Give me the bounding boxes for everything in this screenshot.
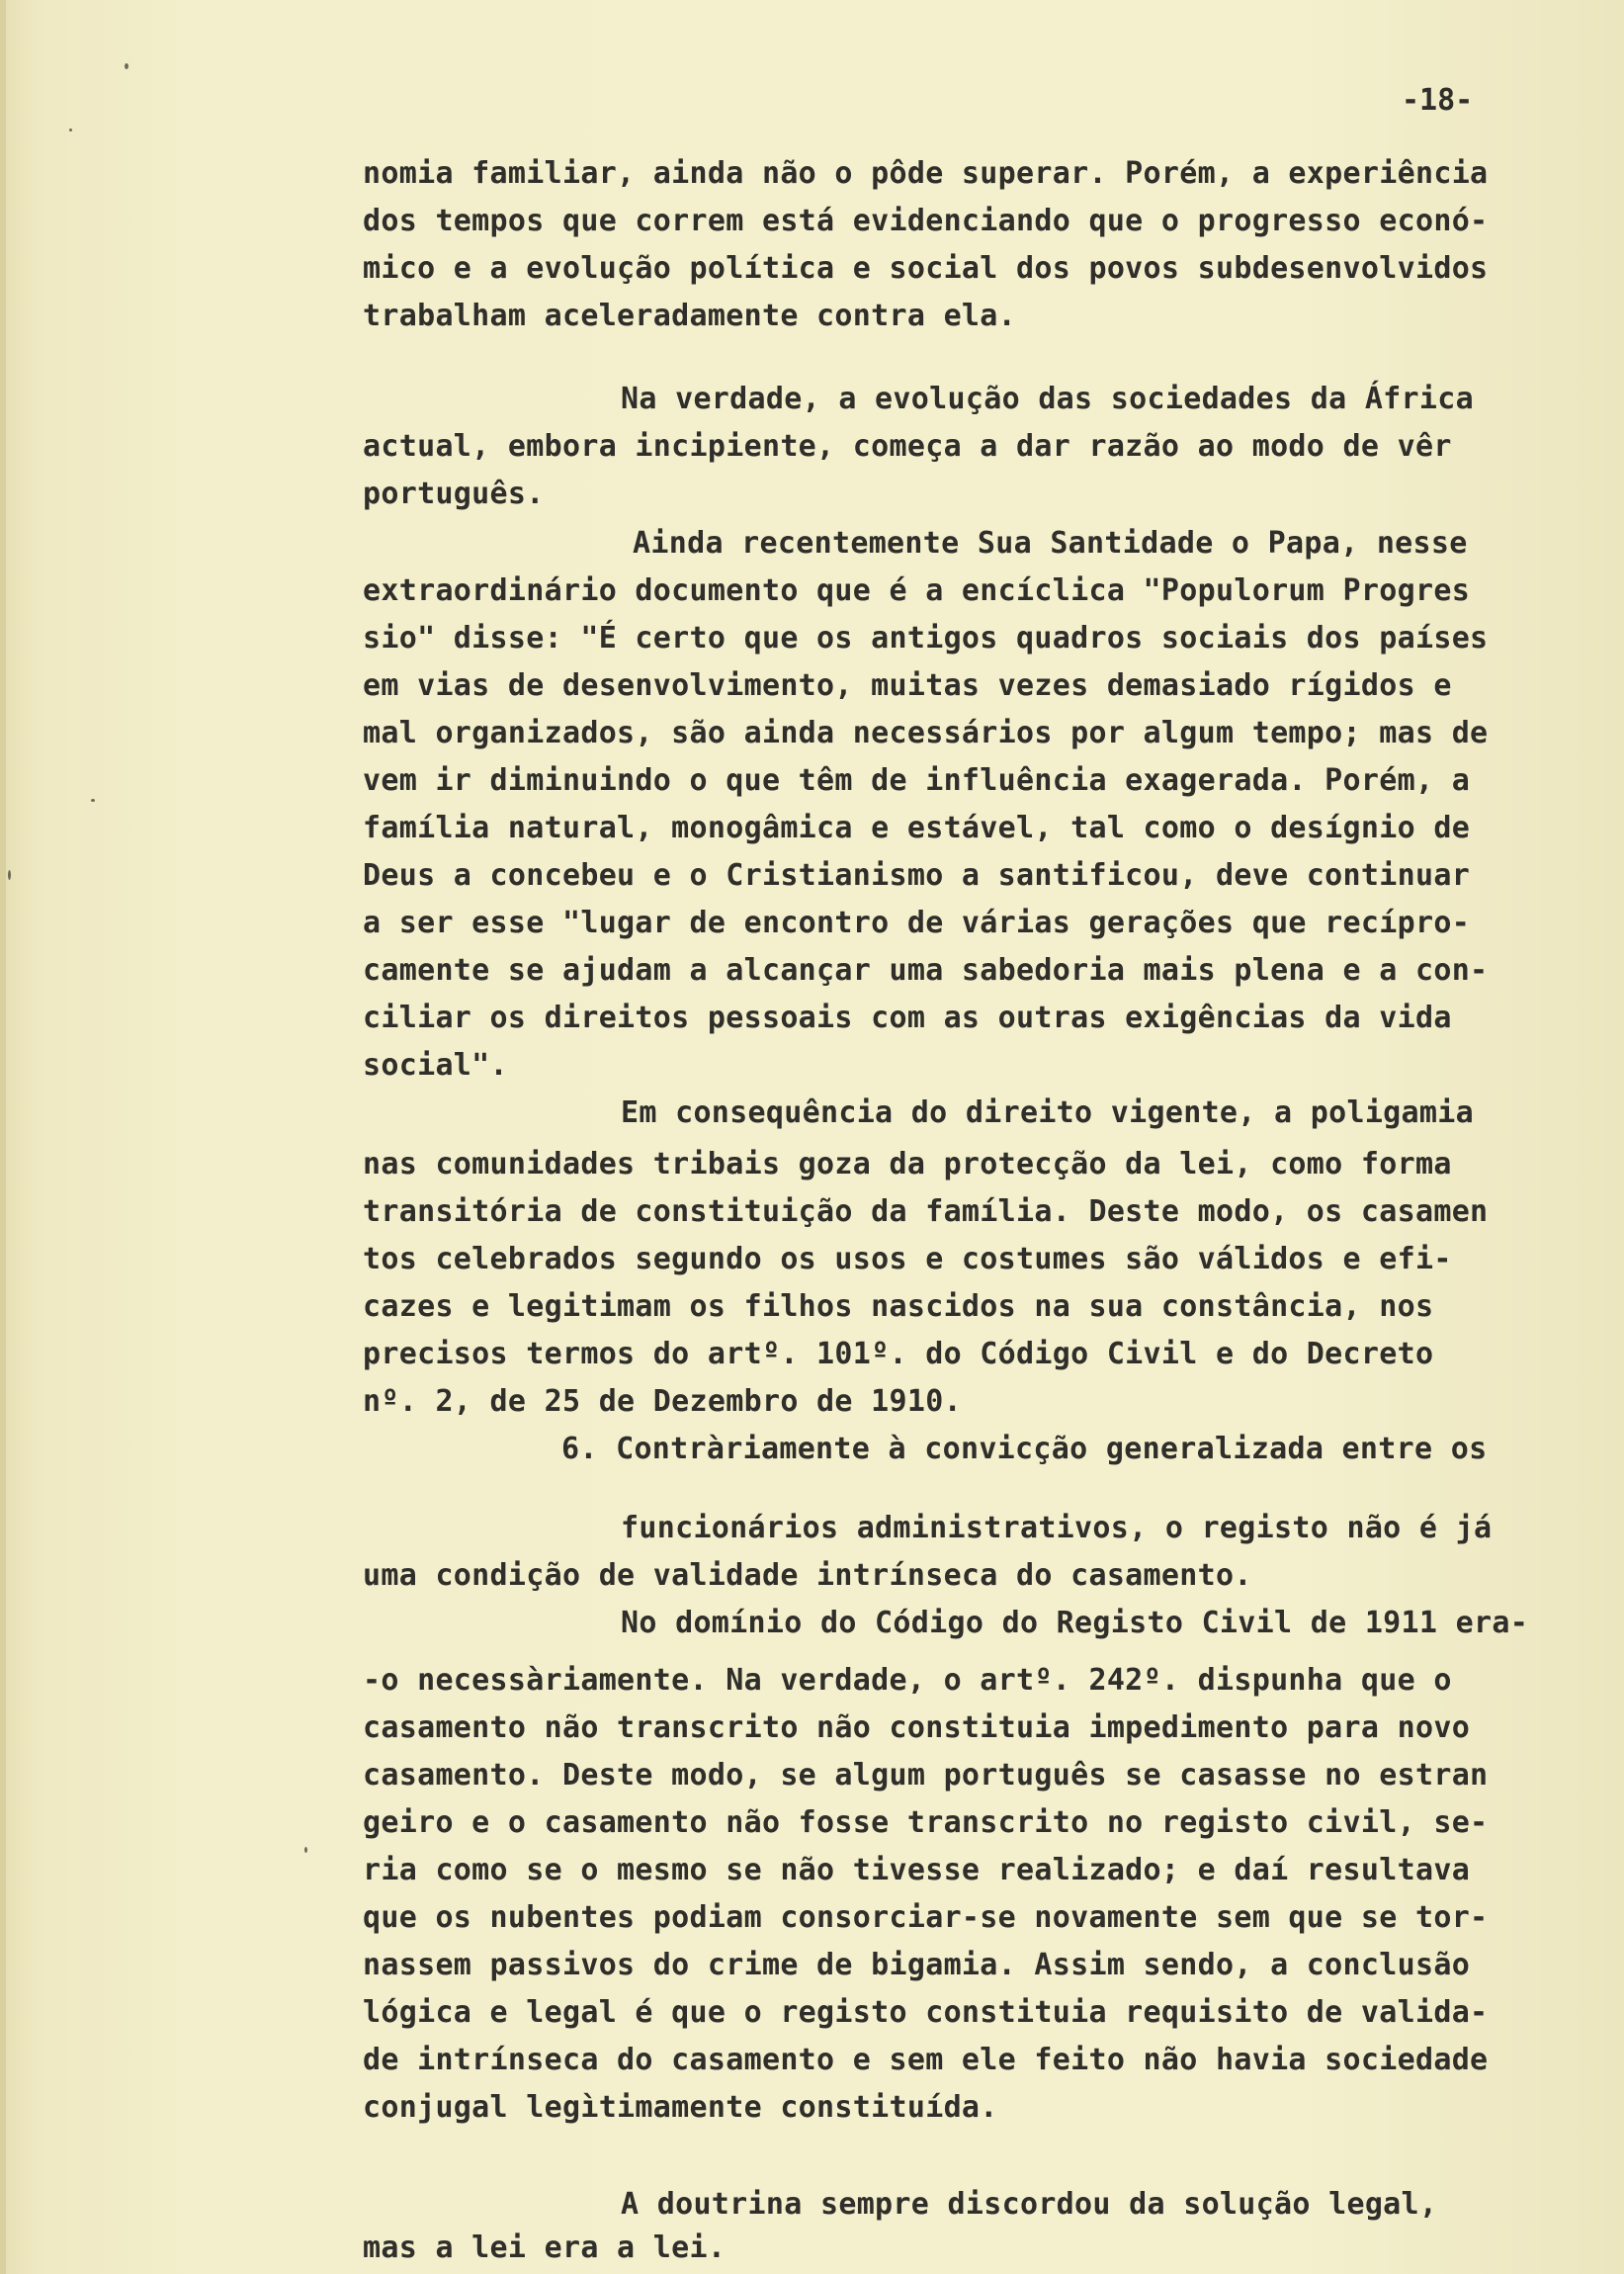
page-edge xyxy=(0,0,6,2274)
text-line: extraordinário documento que é a encíclica "Populorum Progres xyxy=(363,573,1471,608)
text-line: 6. Contràriamente à convicção generalizada entre os xyxy=(561,1432,1488,1466)
text-line: mal organizados, são ainda necessários por algum tempo; mas de xyxy=(363,716,1489,750)
text-line: No domínio do Código do Registo Civil de 1911 era- xyxy=(621,1606,1529,1640)
text-line: nomia familiar, ainda não o pôde superar. Porém, a experiência xyxy=(363,156,1489,191)
text-line: Em consequência do direito vigente, a poligamia xyxy=(621,1095,1474,1130)
text-line: actual, embora incipiente, começa a dar razão ao modo de vêr xyxy=(363,429,1452,464)
text-line: ria como se o mesmo se não tivesse realizado; e daí resultava xyxy=(363,1853,1471,1887)
text-line: Ainda recentemente Sua Santidade o Papa, nesse xyxy=(633,526,1468,561)
text-line: casamento. Deste modo, se algum português se casasse no estran xyxy=(363,1758,1489,1793)
text-line: família natural, monogâmica e estável, tal como o desígnio de xyxy=(363,811,1471,845)
text-line: que os nubentes podiam consorciar-se novamente sem que se tor- xyxy=(363,1900,1489,1935)
text-line: dos tempos que correm está evidenciando que o progresso econó- xyxy=(363,204,1489,238)
text-line: -o necessàriamente. Na verdade, o artº. 242º. dispunha que o xyxy=(363,1663,1452,1698)
text-line: camente se ajudam a alcançar uma sabedoria mais plena e a con- xyxy=(363,953,1489,988)
paper-speck xyxy=(304,1847,307,1853)
text-line: tos celebrados segundo os usos e costumes são válidos e efi- xyxy=(363,1242,1452,1276)
text-line: precisos termos do artº. 101º. do Código Civil e do Decreto xyxy=(363,1337,1434,1371)
text-line: mas a lei era a lei. xyxy=(363,2230,727,2265)
text-line: casamento não transcrito não constituia impedimento para novo xyxy=(363,1710,1471,1745)
page-number: -18- xyxy=(1402,83,1474,118)
paper-speck xyxy=(91,799,95,802)
text-line: uma condição de validade intrínseca do casamento. xyxy=(363,1558,1252,1593)
text-line: social". xyxy=(363,1048,508,1083)
text-line: nº. 2, de 25 de Dezembro de 1910. xyxy=(363,1384,962,1419)
text-line: sio" disse: "É certo que os antigos quadros sociais dos países xyxy=(363,621,1489,656)
text-line: mico e a evolução política e social dos povos subdesenvolvidos xyxy=(363,251,1489,286)
paper-speck xyxy=(8,870,11,880)
text-line: funcionários administrativos, o registo não é já xyxy=(621,1511,1493,1545)
text-line: transitória de constituição da família. Deste modo, os casamen xyxy=(363,1194,1489,1229)
text-line: a ser esse "lugar de encontro de várias gerações que recípro- xyxy=(363,906,1471,940)
text-line: de intrínseca do casamento e sem ele feito não havia sociedade xyxy=(363,2043,1489,2077)
text-line: ciliar os direitos pessoais com as outras exigências da vida xyxy=(363,1001,1452,1035)
text-line: Na verdade, a evolução das sociedades da África xyxy=(621,382,1474,416)
text-line: A doutrina sempre discordou da solução legal, xyxy=(621,2187,1438,2222)
text-line: em vias de desenvolvimento, muitas vezes demasiado rígidos e xyxy=(363,668,1452,703)
text-line: conjugal legìtimamente constituída. xyxy=(363,2090,998,2125)
paper-speck xyxy=(69,129,72,131)
text-line: lógica e legal é que o registo constituia requisito de valida- xyxy=(363,1995,1489,2030)
text-line: vem ir diminuindo o que têm de influência exagerada. Porém, a xyxy=(363,763,1471,798)
text-line: cazes e legitimam os filhos nascidos na sua constância, nos xyxy=(363,1289,1434,1324)
text-line: geiro e o casamento não fosse transcrito no registo civil, se- xyxy=(363,1805,1489,1840)
text-line: Deus a concebeu e o Cristianismo a santificou, deve continuar xyxy=(363,858,1471,893)
text-line: nassem passivos do crime de bigamia. Assim sendo, a conclusão xyxy=(363,1948,1471,1982)
text-line: trabalham aceleradamente contra ela. xyxy=(363,299,1017,333)
text-line: português. xyxy=(363,477,545,511)
paper-speck xyxy=(125,63,128,69)
text-line: nas comunidades tribais goza da protecção da lei, como forma xyxy=(363,1147,1452,1181)
